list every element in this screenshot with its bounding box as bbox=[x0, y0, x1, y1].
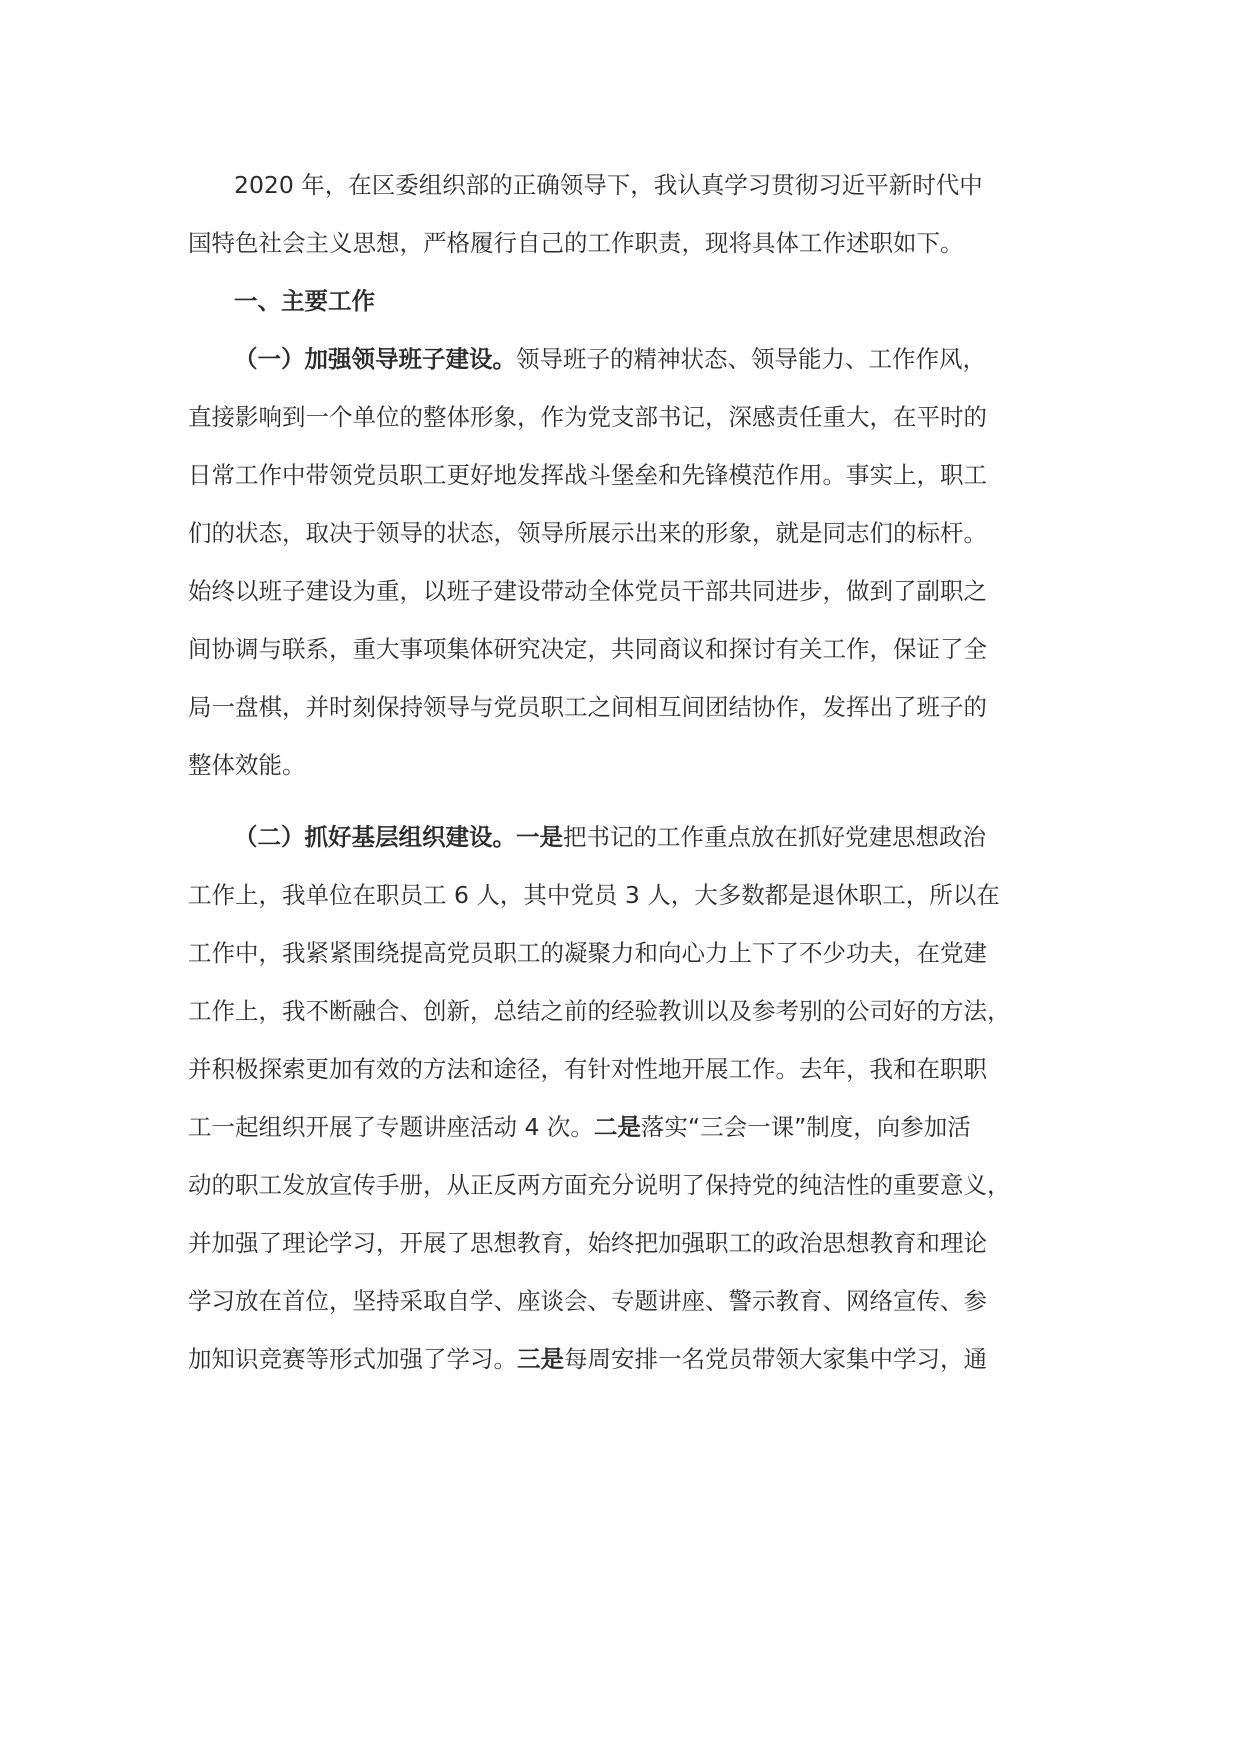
para2-line-5: 并积极探索更加有效的方法和途径，有针对性地开展工作。去年，我和在职职 bbox=[188, 1055, 987, 1083]
para2-line-10 bbox=[188, 1344, 987, 1374]
para2-line-6-b: 落实“三会一课”制度，向参加活 bbox=[640, 1113, 971, 1141]
para1-line-2: 直接影响到一个单位的整体形象，作为党支部书记，深感责任重大，在平时的 bbox=[188, 403, 987, 431]
para1-line-1 bbox=[234, 344, 986, 374]
para2-line-10-b: 每周安排一名党员带领大家集中学习，通 bbox=[564, 1345, 987, 1373]
section-heading: 一、主要工作 bbox=[234, 287, 375, 315]
para2-label-first: 一是 bbox=[516, 823, 563, 851]
intro-line-1: 2020 年，在区委组织部的正确领导下，我认真学习贯彻习近平新时代中 bbox=[234, 171, 983, 199]
para1-line-8: 整体效能。 bbox=[188, 751, 306, 779]
para2-label-third: 三是 bbox=[517, 1345, 564, 1373]
para2-line-1-text: 把书记的工作重点放在抓好党建思想政治 bbox=[563, 823, 986, 851]
para2-line-2: 工作上，我单位在职员工 6 人，其中党员 3 人，大多数都是退休职工，所以在 bbox=[188, 881, 1000, 909]
para2-line-9: 学习放在首位，坚持采取自学、座谈会、专题讲座、警示教育、网络宣传、参 bbox=[188, 1287, 987, 1315]
para1-line-5: 始终以班子建设为重，以班子建设带动全体党员干部共同进步，做到了副职之 bbox=[188, 577, 987, 605]
para1-title: （一）加强领导班子建设。 bbox=[234, 345, 516, 373]
para2-title: （二）抓好基层组织建设。 bbox=[234, 823, 516, 851]
para2-line-6-a: 工一起组织开展了专题讲座活动 4 次。 bbox=[188, 1113, 594, 1141]
intro-line-2: 国特色社会主义思想，严格履行自己的工作职责，现将具体工作述职如下。 bbox=[188, 229, 964, 257]
para1-line-7: 局一盘棋，并时刻保持领导与党员职工之间相互间团结协作，发挥出了班子的 bbox=[188, 693, 987, 721]
para1-line-3: 日常工作中带领党员职工更好地发挥战斗堡垒和先锋模范作用。事实上，职工 bbox=[188, 461, 987, 489]
para1-line-1-text: 领导班子的精神状态、领导能力、工作作风， bbox=[516, 345, 986, 373]
para2-line-8: 并加强了理论学习，开展了思想教育，始终把加强职工的政治思想教育和理论 bbox=[188, 1229, 987, 1257]
para2-line-3: 工作中，我紧紧围绕提高党员职工的凝聚力和向心力上下了不少功夫，在党建 bbox=[188, 939, 987, 967]
para1-line-6: 间协调与联系，重大事项集体研究决定，共同商议和探讨有关工作，保证了全 bbox=[188, 635, 987, 663]
para1-line-4: 们的状态，取决于领导的状态，领导所展示出来的形象，就是同志们的标杆。 bbox=[188, 519, 987, 547]
para2-line-6 bbox=[188, 1112, 971, 1142]
para2-line-4: 工作上，我不断融合、创新，总结之前的经验教训以及参考别的公司好的方法， bbox=[188, 997, 1011, 1025]
para2-line-1 bbox=[234, 822, 986, 852]
para2-label-second: 二是 bbox=[593, 1113, 641, 1141]
para2-line-7: 动的职工发放宣传手册，从正反两方面充分说明了保持党的纯洁性的重要意义， bbox=[188, 1171, 1011, 1199]
para2-line-10-a: 加知识竞赛等形式加强了学习。 bbox=[188, 1345, 517, 1373]
